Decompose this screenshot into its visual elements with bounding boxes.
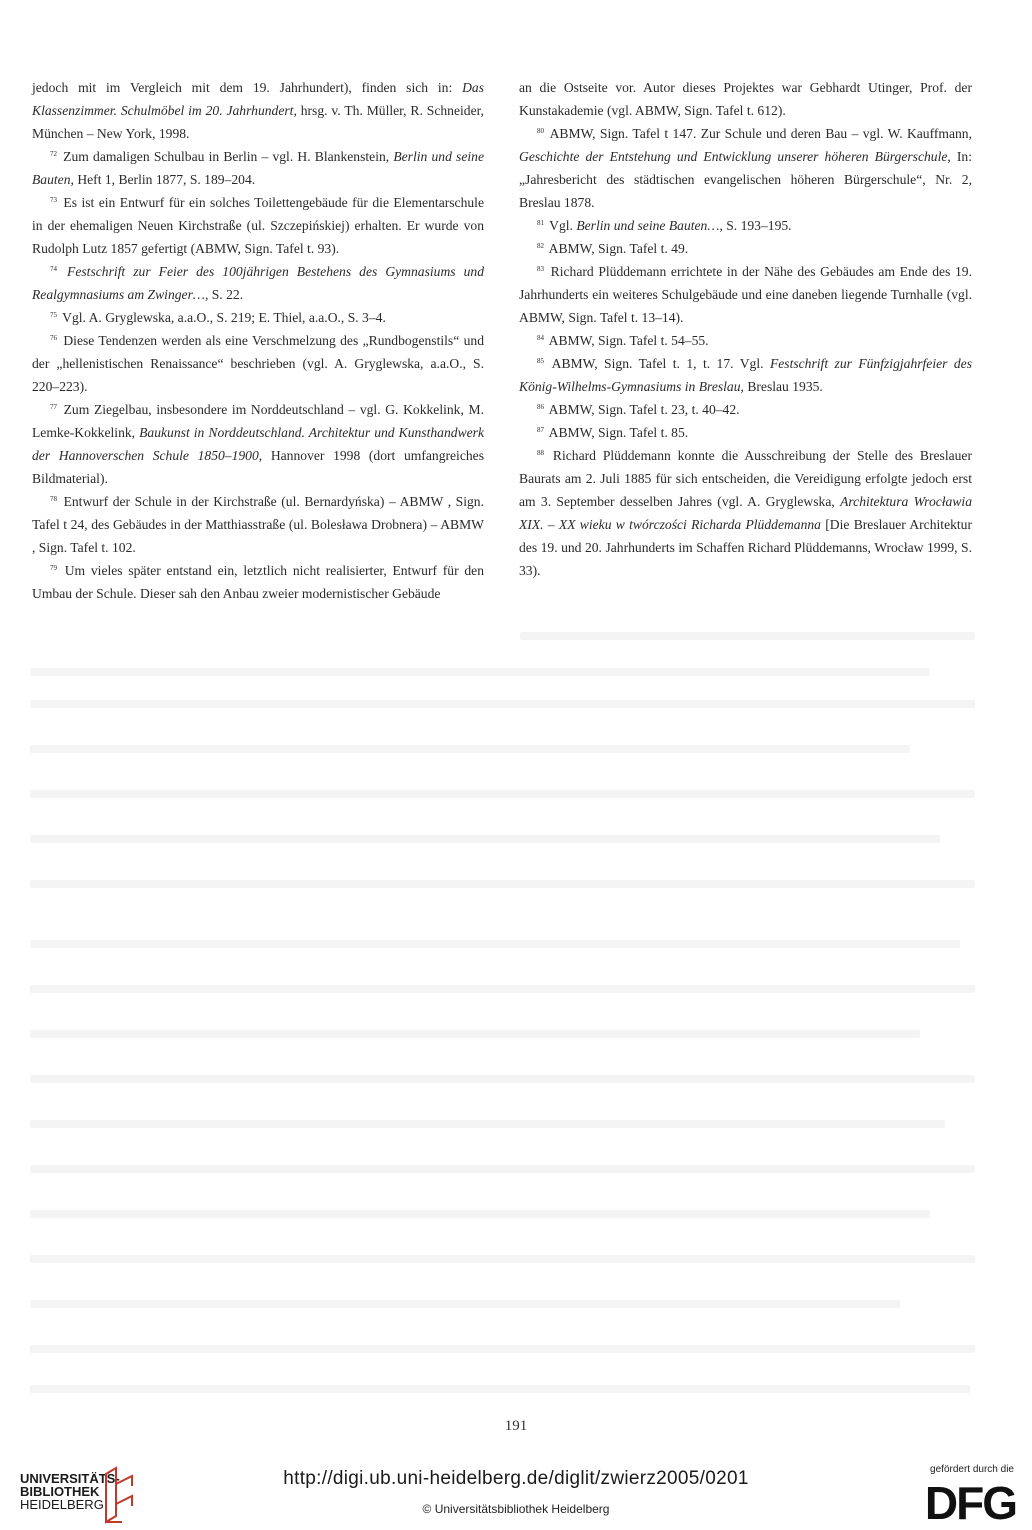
footnote-marker: 80: [537, 127, 544, 135]
note-text: , In: „Jahresbericht des städtischen evangelischen höheren Bürgerschule“, Nr. 2, Breslau 1878.: [519, 149, 972, 210]
copyright-notice: © Universitätsbibliothek Heidelberg: [422, 1502, 610, 1516]
footnote-86: [519, 398, 972, 421]
note-text: ABMW, Sign. Tafel t. 1, t. 17. Vgl.: [546, 356, 770, 371]
footnote-marker: 74: [50, 265, 57, 273]
dfg-logo: DFG: [924, 1477, 1016, 1529]
note-text: , hrsg. v. Th. Müller, R. Schneider, München – New York, 1998.: [32, 103, 484, 141]
footnote-79: [32, 559, 484, 605]
note-text: Entwurf der Schule in der Kirchstraße (ul. Bernardyńska) – ABMW , Sign. Tafel t 24, des Gebäudes in der Matthiasstraße (ul. Bolesława Drobnera) – ABMW , Sign. Tafel t. 102.: [32, 494, 484, 555]
footnote-88: [519, 444, 972, 582]
footnote-73: [32, 191, 484, 260]
note-text: [Die Breslauer Architektur des 19. und 20. Jahrhunderts im Schaffen Richard Plüddemanns, Wrocław 1999, S. 33).: [519, 517, 972, 578]
note-text: Um vieles später entstand ein, letztlich nicht realisierter, Entwurf für den Umbau der Schule. Dieser sah den Anbau zweier modernistischer Gebäude: [32, 563, 484, 601]
footnote-marker: 84: [537, 334, 544, 342]
note-text: Richard Plüddemann konnte die Ausschreibung der Stelle des Breslauer Baurats am 2. Juli 1885 für sich entscheiden, die Vereidigung erfolgte jedoch erst am 3. September desselben Jahres (vgl. A. Gryglewska,: [519, 448, 972, 509]
note-text: Richard Plüddemann errichtete in der Nähe des Gebäudes am Ende des 19. Jahrhunderts ein weiteres Schulgebäude und eine daneben liegende Turnhalle (vgl. ABMW, Sign. Tafel t. 13–14).: [519, 264, 972, 325]
footnote-85: [519, 352, 972, 398]
cited-title: Festschrift zur Fünfzigjahrfeier des König-Wilhelms-Gymnasiums in Breslau: [519, 356, 972, 394]
footnote-marker: 76: [50, 334, 57, 342]
footnote-continuation: [32, 76, 484, 145]
funding-caption: gefördert durch die: [930, 1464, 1014, 1475]
footnote-continuation: [519, 76, 972, 122]
footnote-marker: 73: [50, 196, 57, 204]
footnotes-left-column: [32, 76, 484, 605]
footnote-76: [32, 329, 484, 398]
footnote-marker: 79: [50, 564, 57, 572]
note-text: , S. 193–195.: [719, 218, 792, 233]
cited-title: Das Klassenzimmer. Schulmöbel im 20. Jahrhundert: [32, 80, 484, 118]
cited-title: Geschichte der Entstehung und Entwicklung unserer höheren Bürgerschule: [519, 149, 948, 164]
footnote-marker: 78: [50, 495, 57, 503]
note-text: , Heft 1, Berlin 1877, S. 189–204.: [70, 172, 256, 187]
library-name-line3: HEIDELBERG: [20, 1497, 104, 1512]
note-text: Zum damaligen Schulbau in Berlin – vgl. H. Blankenstein,: [59, 149, 394, 164]
note-text: Vgl. A. Gryglewska, a.a.O., S. 219; E. Thiel, a.a.O., S. 3–4.: [59, 310, 386, 325]
note-text: Es ist ein Entwurf für ein solches Toilettengebäude für die Elementarschule in der ehemaligen Neuen Kirchstraße (ul. Szczepińskiej) erhalten. Er wurde von Rudolph Lutz 1857 gefertigt (ABMW, Sign. Tafel t. 93).: [32, 195, 484, 256]
footnote-marker: 82: [537, 242, 544, 250]
note-text: ABMW, Sign. Tafel t. 49.: [546, 241, 689, 256]
note-text: [59, 264, 67, 279]
footnote-marker: 81: [537, 219, 544, 227]
footnote-81: [519, 214, 972, 237]
library-name-line2: BIBLIOTHEK: [20, 1484, 100, 1499]
footnote-marker: 77: [50, 403, 57, 411]
footnote-marker: 75: [50, 311, 57, 319]
note-text: ABMW, Sign. Tafel t. 23, t. 40–42.: [546, 402, 740, 417]
cited-title: Festschrift zur Feier des 100jährigen Bestehens des Gymnasiums und Realgymnasiums am Zwinger…: [32, 264, 484, 302]
cited-title: Berlin und seine Bauten: [32, 149, 484, 187]
footnote-marker: 86: [537, 403, 544, 411]
note-text: , Hannover 1998 (dort umfangreiches Bildmaterial).: [32, 448, 484, 486]
page-number: 191: [504, 1418, 528, 1434]
cited-title: Berlin und seine Bauten…: [576, 218, 720, 233]
cited-title: Baukunst in Norddeutschland. Architektur und Kunsthandwerk der Hannoverschen Schule 1850–1900: [32, 425, 484, 463]
note-text: , S. 22.: [204, 287, 244, 302]
footnote-80: [519, 122, 972, 214]
footnote-87: [519, 421, 972, 444]
footnote-marker: 85: [537, 357, 544, 365]
note-text: Zum Ziegelbau, insbesondere im Norddeutschland – vgl. G. Kokkelink, M. Lemke-Kokkelink,: [32, 402, 484, 440]
cited-title: Architektura Wrocławia XIX. – XX wieku w twórczości Richarda Plüddemanna: [519, 494, 972, 532]
footnote-84: [519, 329, 972, 352]
digitization-footer: [0, 1460, 1032, 1530]
footnote-74: [32, 260, 484, 306]
note-text: ABMW, Sign. Tafel t 147. Zur Schule und deren Bau – vgl. W. Kauffmann,: [546, 126, 972, 141]
footnote-marker: 88: [537, 449, 544, 457]
footnote-marker: 83: [537, 265, 544, 273]
note-text: Diese Tendenzen werden als eine Verschmelzung des „Rundbogenstils“ und der „hellenistischen Renaissance“ beschrieben (vgl. A. Gryglewska, a.a.O., S. 220–223).: [32, 333, 484, 394]
footnote-77: [32, 398, 484, 490]
footnote-82: [519, 237, 972, 260]
note-text: , Breslau 1935.: [740, 379, 823, 394]
footnote-marker: 72: [50, 150, 57, 158]
permalink-url[interactable]: http://digi.ub.uni-heidelberg.de/diglit/zwierz2005/0201: [283, 1468, 749, 1489]
footnote-78: [32, 490, 484, 559]
note-text: ABMW, Sign. Tafel t. 54–55.: [546, 333, 709, 348]
footnotes-right-column: [519, 76, 972, 582]
library-name-line1: UNIVERSITÄTS-: [20, 1471, 120, 1486]
footnote-72: [32, 145, 484, 191]
footnote-83: [519, 260, 972, 329]
note-text: ABMW, Sign. Tafel t. 85.: [546, 425, 689, 440]
note-text: jedoch mit im Vergleich mit dem 19. Jahrhundert), finden sich in:: [32, 80, 463, 95]
footnote-marker: 87: [537, 426, 544, 434]
note-text: Vgl.: [546, 218, 577, 233]
note-text: an die Ostseite vor. Autor dieses Projektes war Gebhardt Utinger, Prof. der Kunstakademie (vgl. ABMW, Sign. Tafel t. 612).: [519, 80, 972, 118]
footnote-75: [32, 306, 484, 329]
